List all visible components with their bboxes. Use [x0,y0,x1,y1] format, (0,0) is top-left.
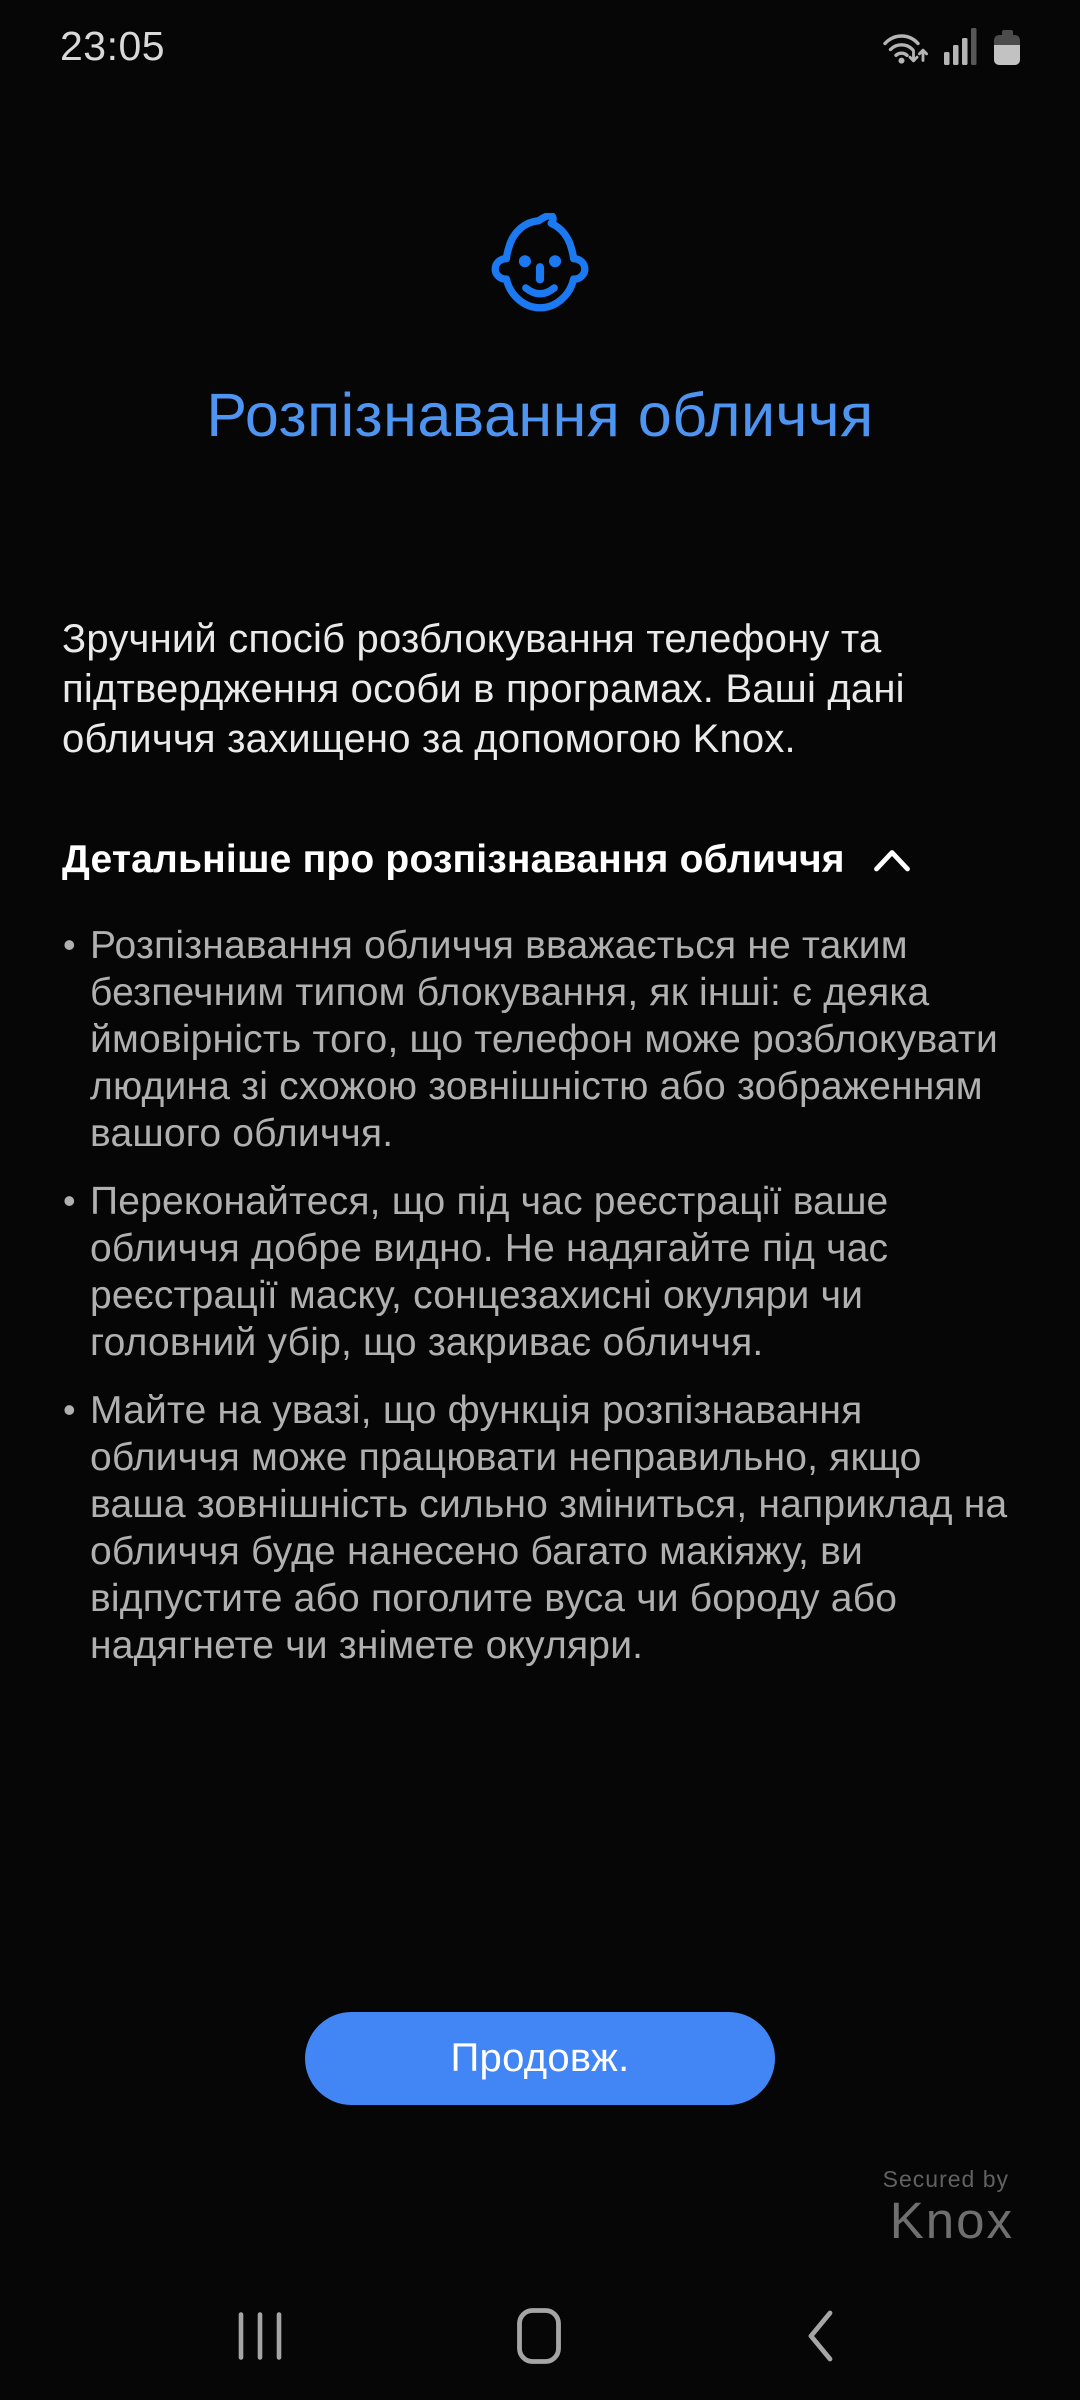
bullet-item: • Розпізнавання обличчя вважається не таким безпечним типом блокування, як інші: є деяка ймовірність того, що телефон може розблокувати людина зі схожою зовнішністю або зображенням вашого обличчя. [62,922,1014,1157]
bullet-item: • Переконайтеся, що під час реєстрації ваше обличчя добре видно. Не надягайте під час реєстрації маску, сонцезахисні окуляри чи головний убір, що закриває обличчя. [62,1178,1014,1366]
details-bullet-list [62,922,1014,1690]
knox-logo: Knox [889,2192,1014,2249]
signal-strength-icon [944,27,978,65]
face-recognition-icon [0,213,1080,325]
page-title: Розпізнавання обличчя [206,381,874,449]
status-bar [0,0,1080,92]
status-time: 23:05 [60,22,166,69]
bullet-item: • Майте на увазі, що функція розпізнавання обличчя може працювати неправильно, якщо ваша зовнішність сильно зміниться, наприклад на обличчя буде нанесено багато макіяжу, ви відпустите або поголите вуса чи бороду або надягнете чи знімете окуляри. [62,1387,1014,1669]
details-toggle-label: Детальніше про розпізнавання обличчя [62,838,845,881]
status-icons [882,27,1020,65]
details-toggle[interactable] [62,838,911,882]
chevron-up-icon [873,848,911,873]
knox-branding [883,2166,1014,2248]
home-button[interactable] [499,2296,579,2376]
home-icon [517,2308,561,2364]
battery-icon [994,30,1020,65]
recents-button[interactable] [220,2296,300,2376]
continue-button[interactable]: Продовж. [305,2012,775,2105]
back-button[interactable] [780,2296,860,2376]
back-icon [807,2310,834,2362]
wifi-data-icon [882,29,928,65]
knox-secured-by-label: Secured by [882,2166,1009,2192]
intro-text: Зручний спосіб розблокування телефону та підтвердження особи в програмах. Ваші дані обличчя захищено за допомогою Knox. [62,617,905,761]
recents-icon [238,2312,282,2360]
navigation-bar [0,2280,1080,2400]
